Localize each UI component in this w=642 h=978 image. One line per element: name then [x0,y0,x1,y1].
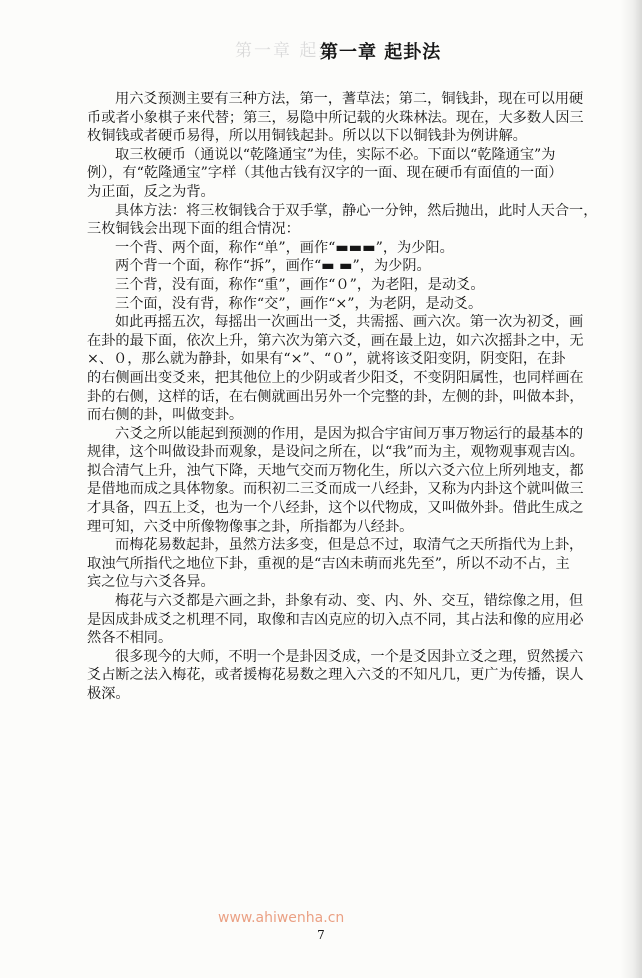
text-line: 极深。 [87,686,130,702]
text-line: ×、０，那么就为静卦，如果有“×”、“０”，就将该爻阳变阴，阴变阳，在卦 [87,351,566,368]
text-line: 取浊气所指代之地位下卦，重视的是“吉凶未萌而兆先至”，所以不动不占，主 [87,555,570,572]
text-line: 例），有“乾隆通宝”字样（其他古钱有汉字的一面、现在硬币有面值的一面） [87,165,563,182]
text-line: 是因成卦成爻之机理不同，取像和吉凶克应的切入点不同，其占法和像的应用必 [87,611,584,628]
text-line: 取三枚硬币（通说以“乾隆通宝”为佳，实际不必。下面以“乾隆通宝”为 [115,146,556,163]
text-line: 如此再摇五次，每摇出一次画出一爻，共需摇、画六次。第一次为初爻，画 [115,314,584,331]
text-line: 用六爻预测主要有三种方法，第一，蓍草法；第二，铜钱卦，现在可以用硬 [115,91,584,107]
body-text [87,90,607,704]
bleed-through-text: 第一章 起卦 [235,41,338,61]
text-line: 枚铜钱或者硬币易得，所以用铜钱起卦。所以以下以铜钱卦为例讲解。 [87,128,527,145]
text-line: 而梅花易数起卦，虽然方法多变，但是总不过，取清气之天所指代为上卦， [115,537,584,554]
text-line: 两个背一个面，称作“拆”，画作“▬ ▬”，为少阴。 [115,258,431,275]
text-line: 规律，这个叫做设卦而观象，是设问之所在，以“我”而为主，观物观事观吉凶。 [87,444,584,461]
text-line: 爻占断之法入梅花，或者援梅花易数之理入六爻的不知凡几，更广为传播，误人 [87,667,584,684]
text-line: 币或者小象棋子来代替；第三，易隐中所记载的火珠林法。现在，大多数人因三 [87,109,584,126]
text-line: 三个面，没有背，称作“交”，画作“×”，为老阴，是动爻。 [115,295,483,312]
text-line: 很多现今的大师，不明一个是卦因爻成，一个是爻因卦立爻之理，贸然援六 [115,648,584,665]
text-line: 的右侧画出变爻来，把其他位上的少阴或者少阳爻，不变阴阳属性，也同样画在 [87,369,584,386]
page-edge-shadow [620,0,642,978]
text-line: 梅花与六爻都是六画之卦，卦象有动、变、内、外、交互，错综像之用，但 [115,593,584,610]
text-line: 宾之位与六爻各异。 [87,574,215,591]
text-line: 才具备，四五上爻，也为一个八经卦，这个以代物成，又叫做外卦。借此生成之 [87,500,584,517]
text-line: 三枚铜钱会出现下面的组合情况： [87,221,300,238]
text-line: 而右侧的卦，叫做变卦。 [87,407,244,424]
text-line: 是借地而成之具体物象。而积初二三爻而成一八经卦，又称为内卦这个就叫做三 [87,481,584,498]
text-line: 三个背，没有面，称作“重”，画作“０”，为老阳，是动爻。 [115,276,485,293]
text-line: 在卦的最下面，依次上升，第六次为第六爻，画在最上边，如六次摇卦之中，无 [87,332,584,349]
text-line: 具体方法：将三枚铜钱合于双手掌，静心一分钟，然后抛出，此时人天合一， [115,202,598,219]
text-line: 理可知，六爻中所像物像事之卦，所指都为八经卦。 [87,518,414,535]
page-number: 7 [317,928,325,942]
text-line: 六爻之所以能起到预测的作用，是因为拟合宇宙间万事万物运行的最基本的 [115,425,584,442]
chapter-title: 第一章 起卦法 [320,42,442,63]
text-line: 拟合清气上升，浊气下降，天地气交而万物化生，所以六爻六位上所列地支，都 [87,462,584,479]
text-line: 卦的右侧，这样的话，在右侧就画出另外一个完整的卦，左侧的卦，叫做本卦， [87,388,584,405]
text-line: 一个背、两个面，称作“单”，画作“▬▬▬”，为少阳。 [115,239,454,256]
text-line: 为正面，反之为背。 [87,183,215,200]
watermark: www.ahiwenha.cn [218,910,345,926]
text-line: 然各不相同。 [87,630,173,647]
